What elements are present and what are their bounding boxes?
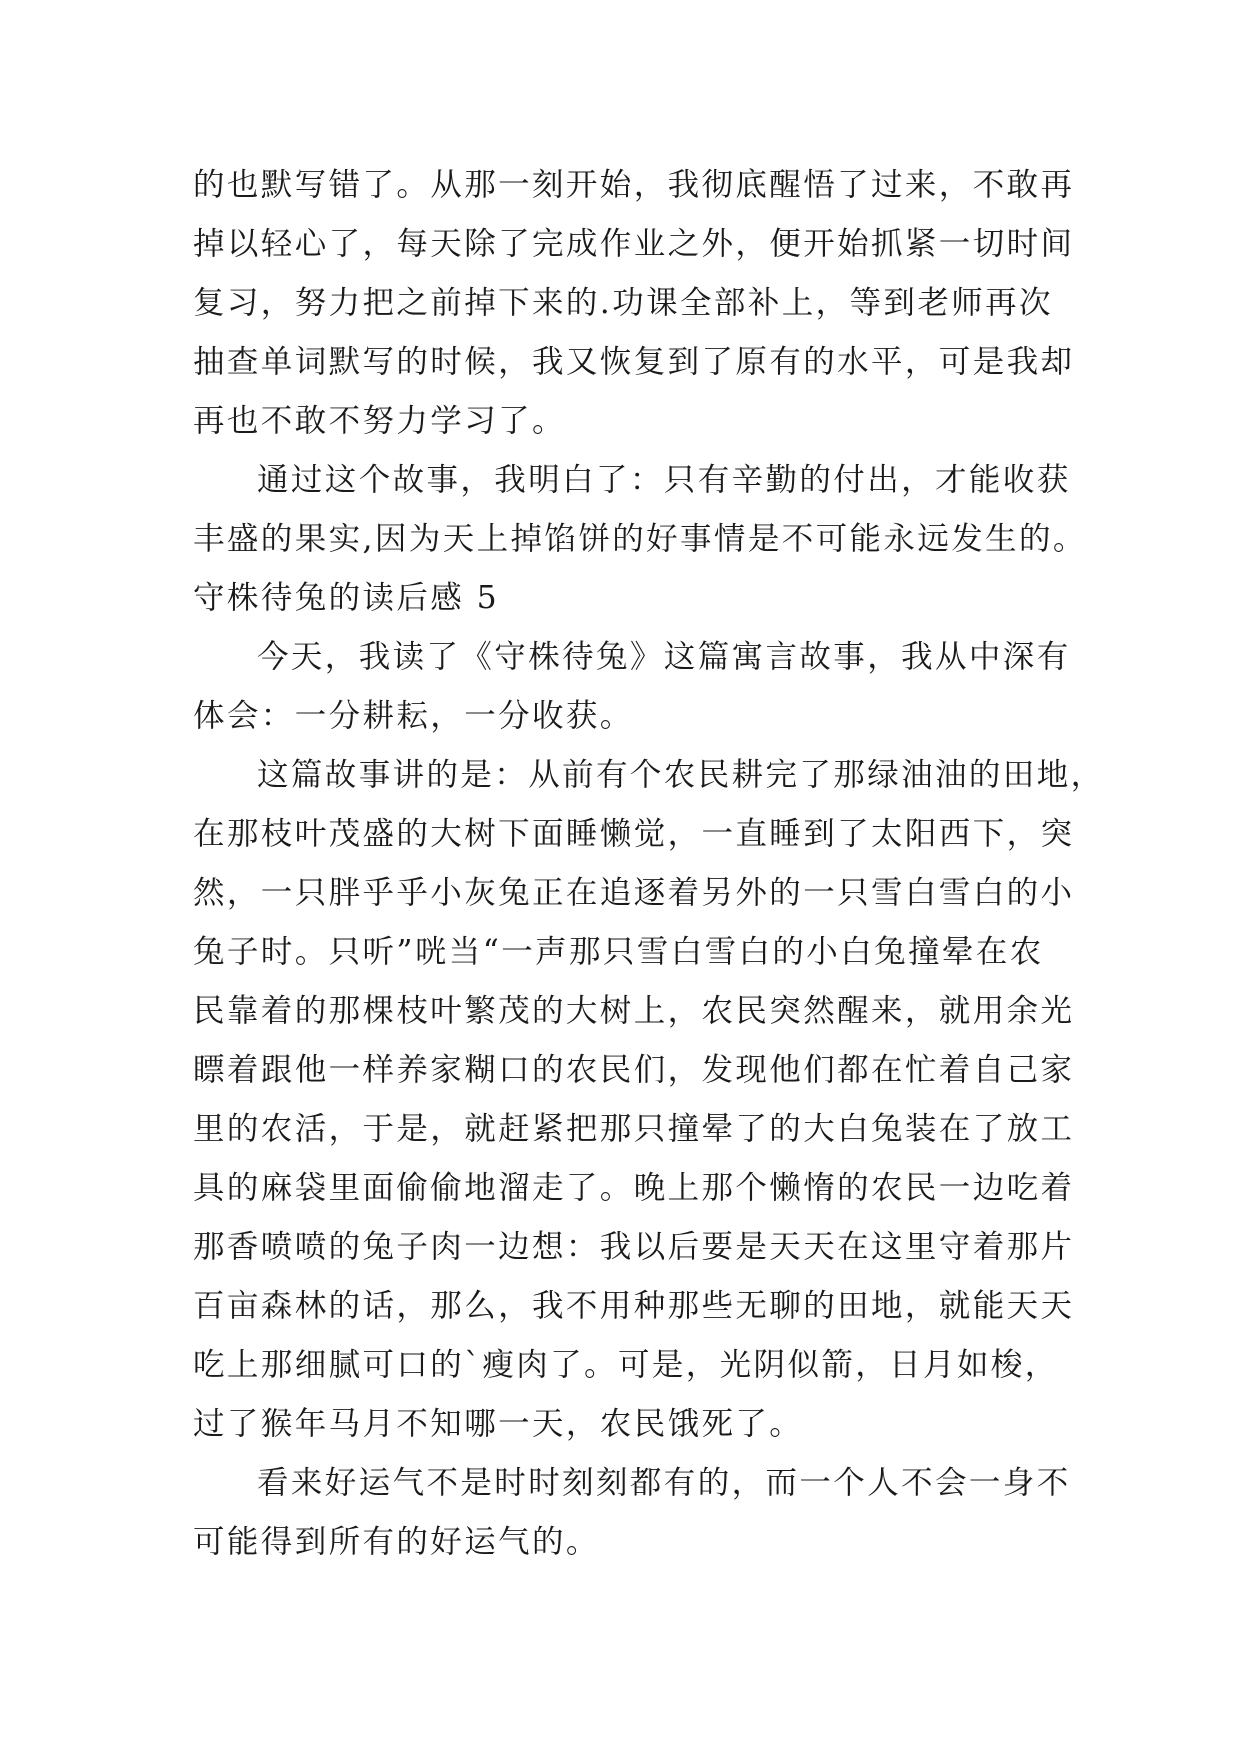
- paragraph-line: 体会：一分耕耘，一分收获。: [193, 698, 634, 734]
- paragraph-line: 吃上那细腻可口的`瘦肉了。可是，光阴似箭，日月如梭，: [193, 1347, 1059, 1383]
- paragraph-line: 掉以轻心了，每天除了完成作业之外，便开始抓紧一切时间: [193, 226, 1075, 262]
- paragraph-line: 那香喷喷的兔子肉一边想：我以后要是天天在这里守着那片: [193, 1229, 1075, 1265]
- section-heading: 守株待兔的读后感 5: [193, 580, 500, 616]
- paragraph-line: 再也不敢不努力学习了。: [193, 403, 566, 439]
- document-body: [193, 156, 1105, 1572]
- paragraph-line: 具的麻袋里面偷偷地溜走了。晚上那个懒惰的农民一边吃着: [193, 1170, 1075, 1206]
- paragraph-line: 通过这个故事，我明白了：只有辛勤的付出，才能收获: [257, 462, 1071, 498]
- paragraph-line: 过了猴年马月不知哪一天，农民饿死了。: [193, 1406, 804, 1442]
- paragraph-line: 兔子时。只听”咣当“一声那只雪白雪白的小白兔撞晕在农: [193, 934, 1044, 970]
- paragraph-line: 瞟着跟他一样养家糊口的农民们，发现他们都在忙着自己家: [193, 1052, 1075, 1088]
- paragraph-line: 然，一只胖乎乎小灰兔正在追逐着另外的一只雪白雪白的小: [193, 875, 1075, 911]
- paragraph-line: 的也默写错了。从那一刻开始，我彻底醒悟了过来，不敢再: [193, 167, 1075, 203]
- paragraph-line: 可能得到所有的好运气的。: [193, 1524, 600, 1560]
- paragraph-line: 丰盛的果实,因为天上掉馅饼的好事情是不可能永远发生的。: [193, 521, 1087, 557]
- paragraph-line: 看来好运气不是时时刻刻都有的，而一个人不会一身不: [257, 1465, 1071, 1501]
- paragraph-line: 百亩森林的话，那么，我不用种那些无聊的田地，就能天天: [193, 1288, 1075, 1324]
- paragraph-line: 这篇故事讲的是：从前有个农民耕完了那绿油油的田地，: [257, 757, 1105, 793]
- paragraph-line: 民靠着的那棵枝叶繁茂的大树上，农民突然醒来，就用余光: [193, 993, 1075, 1029]
- paragraph-line: 抽查单词默写的时候，我又恢复到了原有的水平，可是我却: [193, 344, 1075, 380]
- paragraph-line: 在那枝叶茂盛的大树下面睡懒觉，一直睡到了太阳西下，突: [193, 816, 1075, 852]
- paragraph-line: 今天，我读了《守株待兔》这篇寓言故事，我从中深有: [257, 639, 1071, 675]
- paragraph-line: 复习，努力把之前掉下来的.功课全部补上，等到老师再次: [193, 285, 1053, 321]
- paragraph-line: 里的农活，于是，就赶紧把那只撞晕了的大白兔装在了放工: [193, 1111, 1075, 1147]
